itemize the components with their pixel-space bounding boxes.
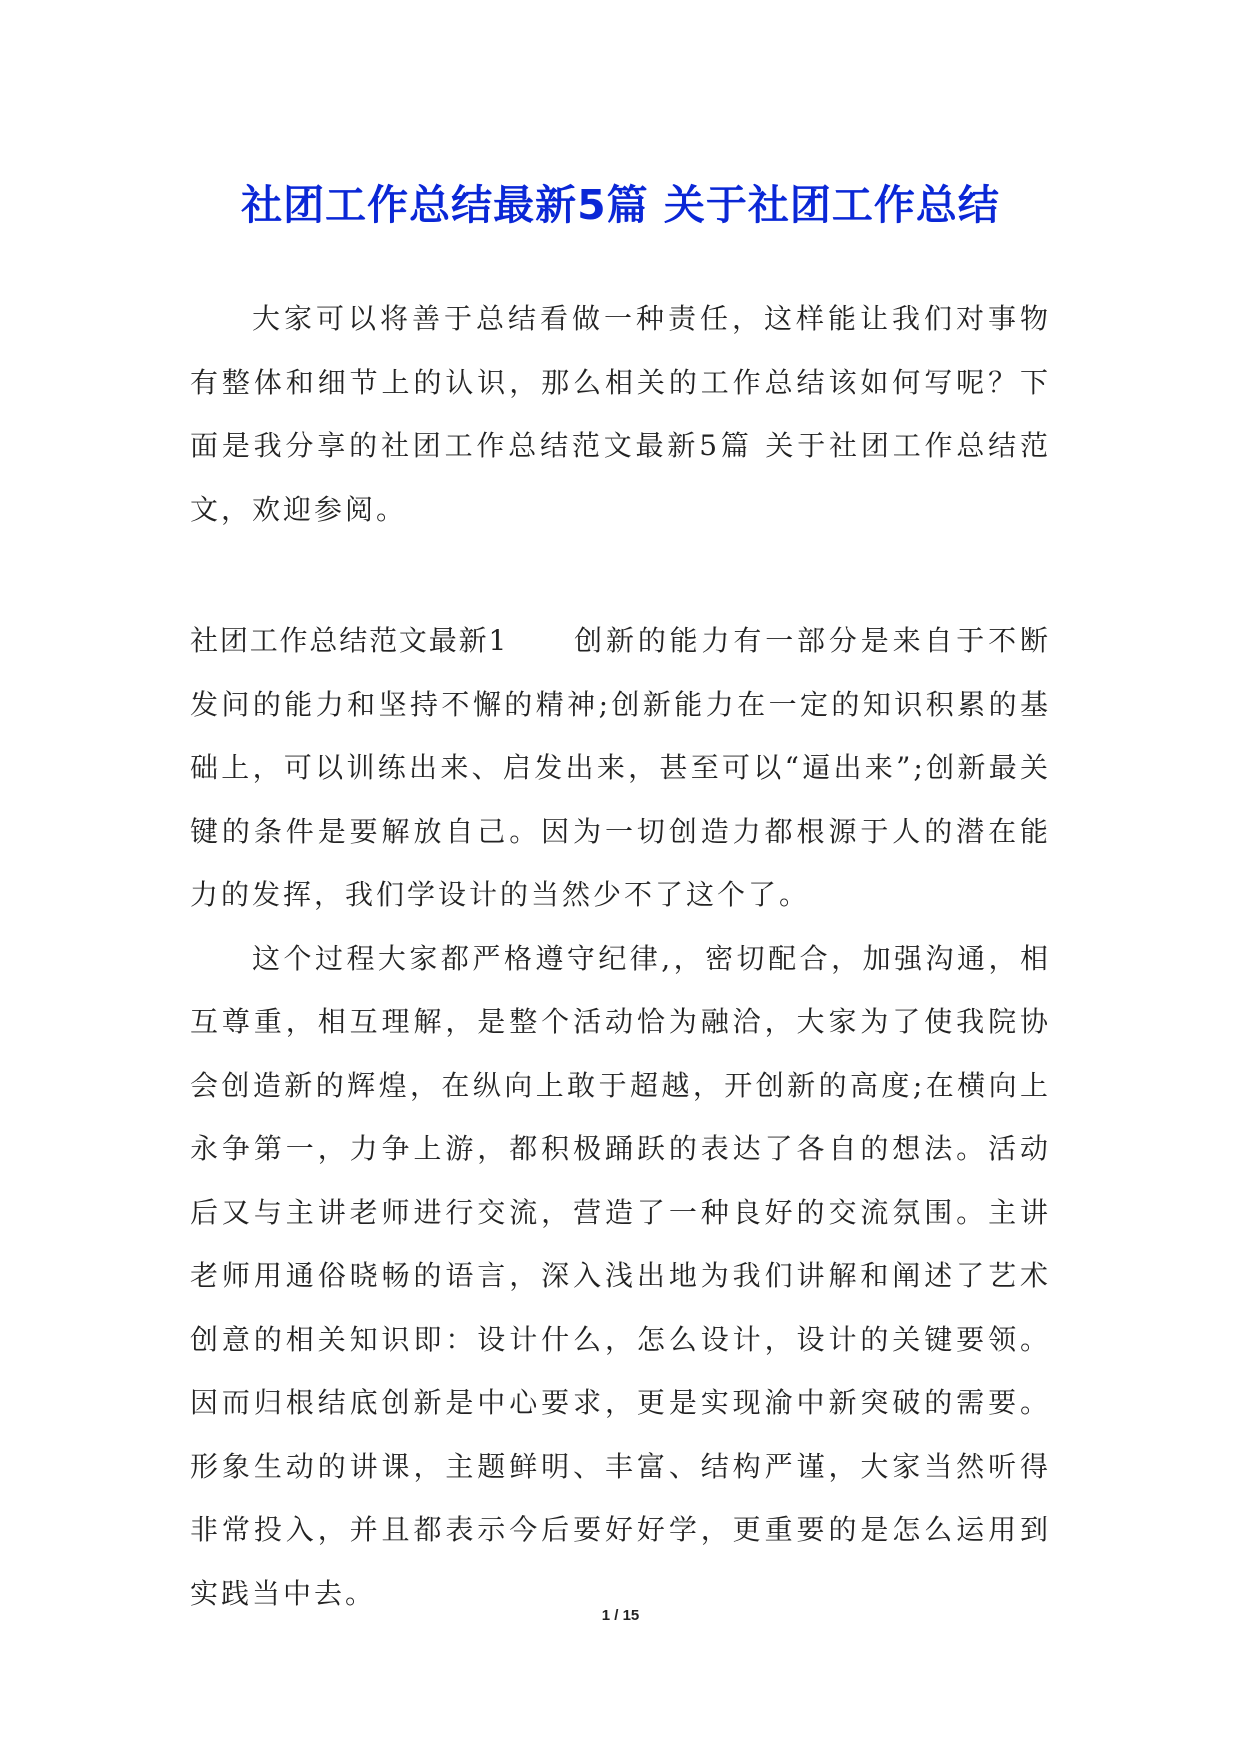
section-1-paragraph-1 (190, 609, 1051, 927)
section-1-paragraph-1-text: 创新的能力有一部分是来自于不断发问的能力和坚持不懈的精神;创新能力在一定的知识积累的基础上，可以训练出来、启发出来，甚至可以“逼出来”;创新最关键的条件是要解放自己。因为一切创造力都根源于人的潜在能力的发挥，我们学设计的当然少不了这个了。 (190, 624, 1051, 911)
intro-block (190, 287, 1051, 541)
document-title: 社团工作总结最新5篇 关于社团工作总结 (241, 181, 1000, 230)
section-1 (190, 609, 1051, 1625)
section-1-paragraph-2: 这个过程大家都严格遵守纪律,，密切配合，加强沟通，相互尊重，相互理解，是整个活动恰为融洽，大家为了使我院协会创造新的辉煌，在纵向上敢于超越，开创新的高度;在横向上永争第一，力争上游，都积极踊跃的表达了各自的想法。活动后又与主讲老师进行交流，营造了一种良好的交流氛围。主讲老师用通俗晓畅的语言，深入浅出地为我们讲解和阐述了艺术创意的相关知识即：设计什么，怎么设计，设计的关键要领。因而归根结底创新是中心要求，更是实现渝中新突破的需要。形象生动的讲课，主题鲜明、丰富、结构严谨，大家当然听得非常投入，并且都表示今后要好好学，更重要的是怎么运用到实践当中去。 (190, 941, 1051, 1610)
page-number: 1 / 15 (601, 1607, 640, 1624)
intro-paragraph: 大家可以将善于总结看做一种责任，这样能让我们对事物有整体和细节上的认识，那么相关的工作总结该如何写呢？下面是我分享的社团工作总结范文最新5篇 关于社团工作总结范文，欢迎参阅。 (190, 302, 1051, 526)
section-heading: 社团工作总结范文最新1 (190, 624, 508, 657)
